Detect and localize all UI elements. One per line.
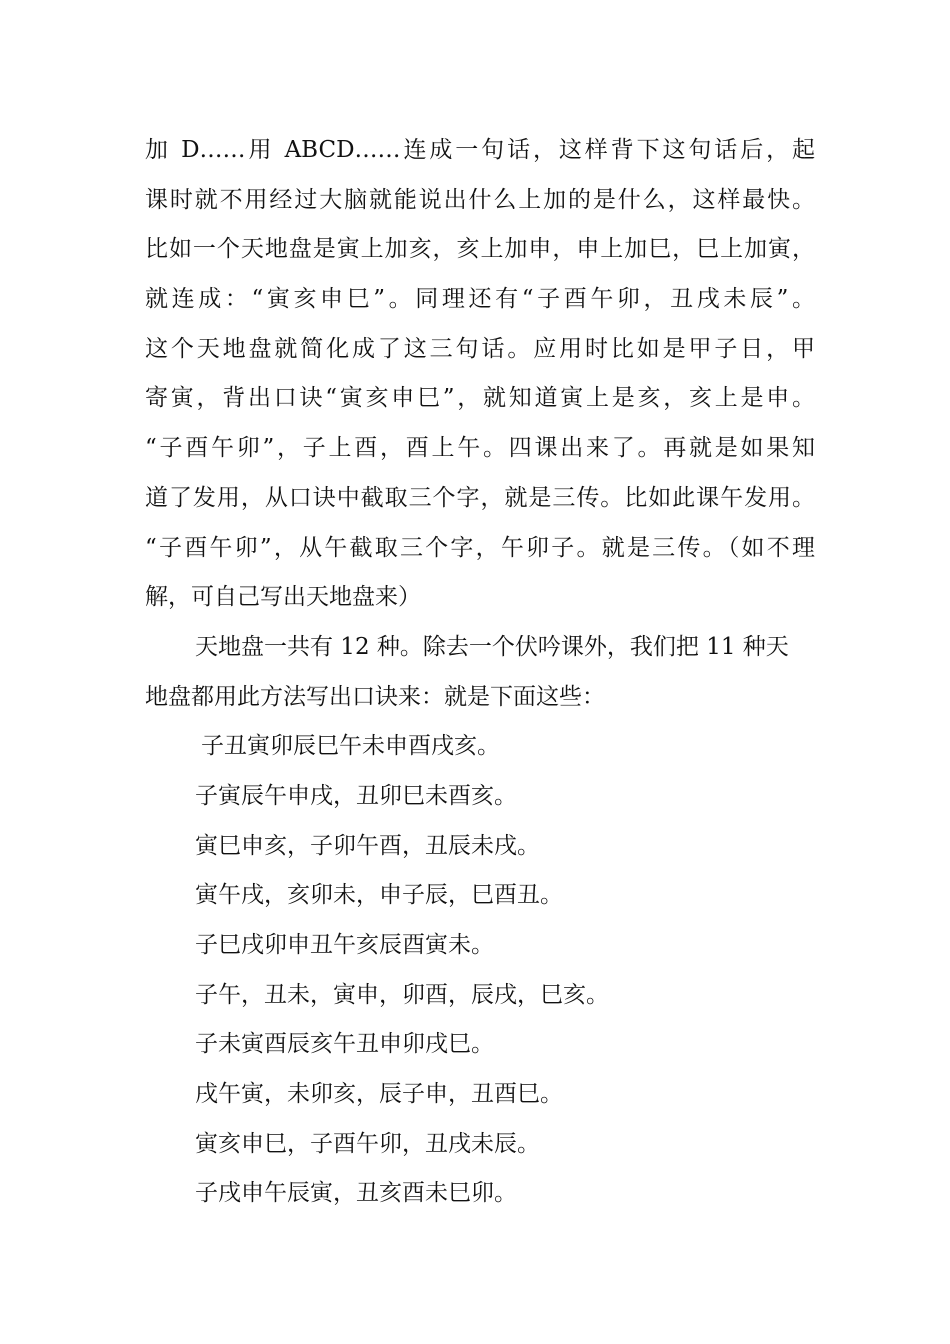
mnemonic-line: 寅巳申亥，子卯午酉，丑辰未戌。 bbox=[195, 832, 540, 859]
text-line: 道了发用，从口诀中截取三个字，就是三传。比如此课午发用。 bbox=[145, 484, 815, 511]
text-line: 天地盘一共有 12 种。除去一个伏吟课外，我们把 11 种天 bbox=[195, 633, 789, 660]
mnemonic-line: 寅午戌，亥卯未，申子辰，巳酉丑。 bbox=[195, 882, 563, 909]
text-line: “子酉午卯”，子上酉，酉上午。四课出来了。再就是如果知 bbox=[145, 435, 815, 462]
mnemonic-line: 子巳戌卯申丑午亥辰酉寅未。 bbox=[195, 932, 494, 958]
document-body bbox=[145, 126, 815, 1219]
mnemonic-list bbox=[145, 722, 815, 1219]
text-line: 解，可自己写出天地盘来） bbox=[145, 584, 421, 611]
mnemonic-line: 寅亥申巳，子酉午卯，丑戌未辰。 bbox=[195, 1130, 540, 1157]
text-line: 地盘都用此方法写出口诀来：就是下面这些： bbox=[145, 683, 605, 710]
mnemonic-line: 子戌申午辰寅，丑亥酉未巳卯。 bbox=[195, 1180, 517, 1207]
text-line: 就连成：“寅亥申巳”。同理还有“子酉午卯，丑戌未辰”。 bbox=[145, 286, 815, 313]
mnemonic-line: 子寅辰午申戌，丑卯巳未酉亥。 bbox=[195, 782, 517, 809]
mnemonic-line: 子未寅酉辰亥午丑申卯戌巳。 bbox=[195, 1031, 494, 1058]
paragraph-method-explanation bbox=[145, 126, 815, 623]
text-line: 课时就不用经过大脑就能说出什么上加的是什么，这样最快。 bbox=[145, 186, 815, 213]
mnemonic-line: 子丑寅卯辰巳午未申酉戌亥。 bbox=[201, 733, 500, 760]
paragraph-twelve-boards bbox=[145, 623, 815, 722]
mnemonic-line: 戌午寅，未卯亥，辰子申，丑酉巳。 bbox=[195, 1081, 563, 1108]
text-line: 寄寅，背出口诀“寅亥申巳”，就知道寅上是亥，亥上是申。 bbox=[145, 385, 815, 412]
mnemonic-line: 子午，丑未，寅申，卯酉，辰戌，巳亥。 bbox=[195, 981, 609, 1008]
text-line: 比如一个天地盘是寅上加亥，亥上加申，申上加巳，巳上加寅， bbox=[145, 236, 815, 263]
text-line: 加 D……用 ABCD……连成一句话，这样背下这句话后，起 bbox=[145, 137, 815, 163]
text-line: “子酉午卯”，从午截取三个字，午卯子。就是三传。（如不理 bbox=[145, 534, 815, 561]
text-line: 这个天地盘就简化成了这三句话。应用时比如是甲子日，甲 bbox=[145, 335, 815, 362]
